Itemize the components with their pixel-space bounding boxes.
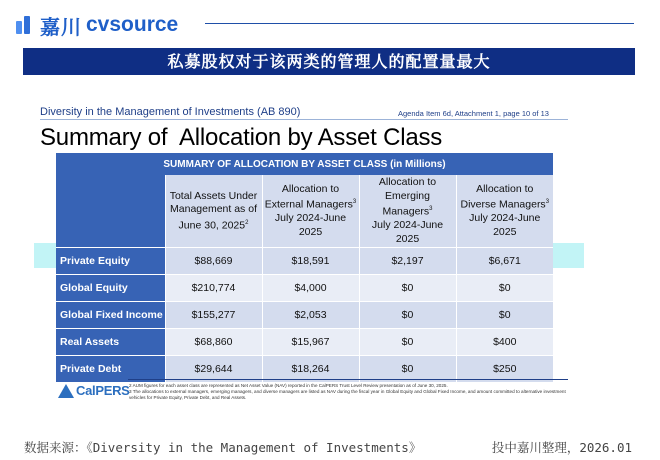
brand-logo <box>14 10 178 40</box>
credit-line: 投中嘉川整理，2026.01 <box>491 440 632 455</box>
calpers-mark-icon <box>58 384 74 398</box>
column-header <box>359 175 456 248</box>
table-cell: $18,264 <box>262 356 359 383</box>
column-header-text: Total Assets Under Management as of June 30, 2025 <box>169 189 258 231</box>
footnote-2: 2 AUM figures for each asset class are represented as Net Asset Value (NAV) reported in the CalPERS Trust Level Review presentation as of June 30, 2025. <box>129 383 448 388</box>
table-cell: $2,197 <box>359 248 456 275</box>
table-cell: $250 <box>456 356 553 383</box>
footnotes <box>129 383 569 401</box>
slide-page-ref: Agenda Item 6d, Attachment 1, page 10 of 13 <box>398 109 549 118</box>
headline-banner: 私募股权对于该两类的管理人的配置量最大 <box>23 48 635 75</box>
table-cell: $155,277 <box>165 302 262 329</box>
footnote-ref: 3 <box>429 206 433 212</box>
column-header <box>262 175 359 248</box>
table-row <box>56 329 553 356</box>
allocation-table <box>56 153 553 382</box>
footnote-ref: 3 <box>352 199 357 206</box>
column-header-text: Allocation to Emerging Managers <box>378 176 437 218</box>
brand-name-cn: 嘉川 <box>40 14 82 39</box>
table-cell: $0 <box>456 275 553 302</box>
column-header-period: July 2024-June 2025 <box>469 212 541 238</box>
table-cell: $88,669 <box>165 248 262 275</box>
table-title: SUMMARY OF ALLOCATION BY ASSET CLASS (in Millions) <box>56 153 553 175</box>
table-cell: $400 <box>456 329 553 356</box>
footnote-ref: 2 <box>245 219 249 226</box>
table-cell: $68,860 <box>165 329 262 356</box>
column-header-text: Allocation to External Managers <box>264 182 353 211</box>
column-header-period: July 2024-June 2025 <box>274 212 347 238</box>
table-cell: $2,053 <box>262 302 359 329</box>
table-cell: $18,591 <box>262 248 359 275</box>
data-source: 数据来源：《Diversity in the Management of Investments》 <box>24 440 422 455</box>
row-label: Global Fixed Income <box>56 302 165 329</box>
table-cell: $29,644 <box>165 356 262 383</box>
column-header-period: July 2024-June 2025 <box>371 219 444 245</box>
row-label: Private Debt <box>56 356 165 383</box>
slide-title: Summary of Allocation by Asset Class <box>40 124 443 151</box>
table-row <box>56 275 553 302</box>
table-cell: $15,967 <box>262 329 359 356</box>
brand-name-en: cvsource <box>86 13 179 36</box>
footnote-divider <box>128 379 568 380</box>
row-label: Private Equity <box>56 248 165 275</box>
table-cell: $4,000 <box>262 275 359 302</box>
table-row <box>56 302 553 329</box>
table-cell: $210,774 <box>165 275 262 302</box>
table-cell: $0 <box>359 356 456 383</box>
calpers-logo <box>58 383 130 398</box>
row-label: Real Assets <box>56 329 165 356</box>
table-cell: $0 <box>359 275 456 302</box>
header-divider <box>205 23 634 24</box>
calpers-wordmark: CalPERS <box>76 383 130 398</box>
footnote-ref: 3 <box>545 199 550 206</box>
column-header <box>165 175 262 248</box>
table-cell: $6,671 <box>456 248 553 275</box>
column-header-text: Allocation to Diverse Managers <box>460 182 546 211</box>
table-corner <box>56 175 165 248</box>
row-label: Global Equity <box>56 275 165 302</box>
slide-subject: Diversity in the Management of Investments (AB 890) <box>40 106 301 118</box>
brand-mark-icon <box>14 14 36 36</box>
table-cell: $0 <box>359 329 456 356</box>
column-header <box>456 175 553 248</box>
table-row <box>56 248 553 275</box>
table-header-row <box>56 175 553 248</box>
table-cell: $0 <box>456 302 553 329</box>
table-cell: $0 <box>359 302 456 329</box>
footnote-3: 3 The allocations to external managers, emerging managers, and diverse managers are listed as NAV during the fiscal year in Global Equity and Global Fixed Income, and amount committed to alternative investment vehicles for Private Equity, Private Debt, and Real Assets. <box>129 389 566 400</box>
slide-divider <box>40 119 568 120</box>
